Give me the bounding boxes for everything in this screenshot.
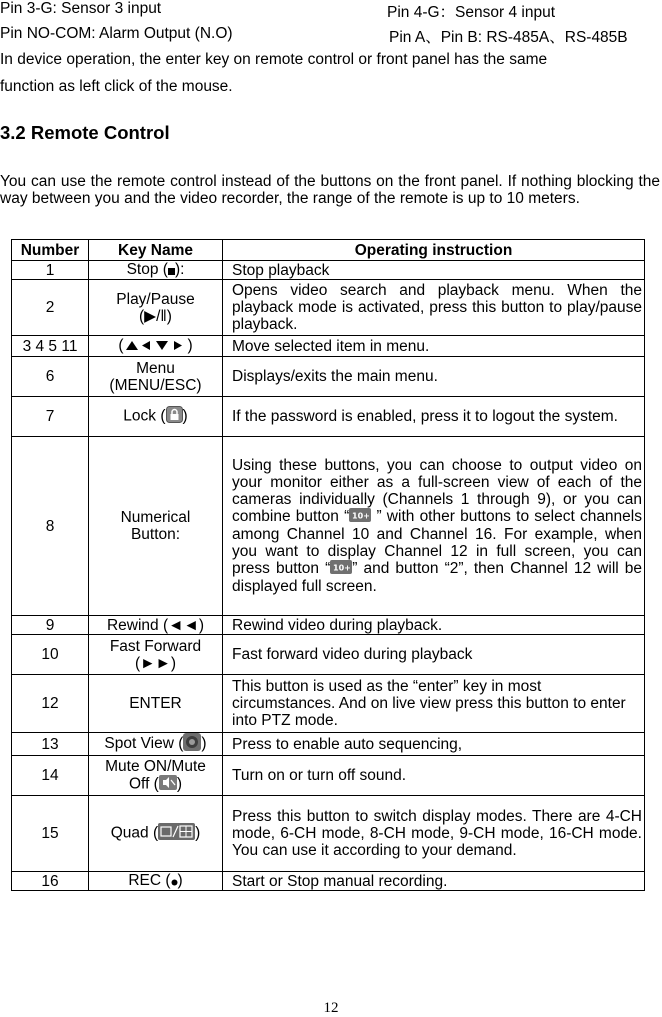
stop-icon: [168, 262, 175, 279]
row-instruction: Opens video search and playback menu. When the playback mode is activated, press this button to play/pause playback.: [223, 280, 645, 336]
row-key-name: [89, 280, 223, 336]
fast-forward-icon: (►►): [134, 654, 176, 672]
table-row: [12, 397, 645, 437]
row-number: 1: [12, 261, 89, 280]
spot-view-icon: [183, 733, 201, 755]
row-number: 16: [12, 872, 89, 891]
table-header-row: [12, 240, 645, 261]
table-row: [12, 336, 645, 357]
row-instruction: Turn on or turn off sound.: [223, 756, 645, 796]
ten-plus-icon: [330, 560, 352, 578]
row-key-name: [89, 336, 223, 357]
key-text: Mute ON/Mute: [105, 757, 206, 775]
row-key-name: [89, 616, 223, 635]
header-operating-instruction: Operating instruction: [223, 240, 645, 261]
key-text: ): [177, 872, 183, 890]
key-text: (MENU/ESC): [109, 376, 202, 394]
table-row: [12, 796, 645, 872]
table-row: [12, 357, 645, 397]
quad-icon: [158, 823, 195, 844]
table-row: [12, 437, 645, 616]
key-text: Play/Pause: [116, 290, 195, 308]
row-key-name: [89, 397, 223, 437]
key-text: ):: [174, 261, 185, 279]
key-text: ): [182, 407, 188, 425]
row-number: 6: [12, 357, 89, 397]
row-number: 12: [12, 675, 89, 733]
table-row: [12, 872, 645, 891]
table-row: [12, 675, 645, 733]
rec-icon: [171, 873, 178, 890]
table-row: [12, 733, 645, 756]
ten-plus-icon: [349, 508, 371, 526]
key-text: Quad (: [110, 824, 159, 842]
row-instruction: Rewind video during playback.: [223, 616, 645, 635]
row-key-name: [89, 756, 223, 796]
row-number: 7: [12, 397, 89, 437]
row-key-name: [89, 437, 223, 616]
arrows-icon: [124, 338, 188, 355]
row-number: 8: [12, 437, 89, 616]
ten-plus-label: 10+: [333, 563, 352, 573]
row-number: 3 4 5 11: [12, 336, 89, 357]
row-instruction: Stop playback: [223, 261, 645, 280]
row-number: 13: [12, 733, 89, 756]
header-number: Number: [12, 240, 89, 261]
row-instruction: If the password is enabled, press it to logout the system.: [223, 397, 645, 437]
key-text: Lock (: [123, 407, 166, 425]
row-key-name: ENTER: [89, 675, 223, 733]
key-text: ): [187, 337, 193, 355]
header-key-name: Key Name: [89, 240, 223, 261]
key-text: Button:: [130, 526, 181, 543]
row-number: 2: [12, 280, 89, 336]
row-instruction: Start or Stop manual recording.: [223, 872, 645, 891]
row-instruction: Move selected item in menu.: [223, 336, 645, 357]
row-key-name: [89, 261, 223, 280]
enter-note-line-1: In device operation, the enter key on remote control or front panel has the same: [0, 51, 548, 68]
mute-icon: [159, 775, 177, 794]
key-text: Off (: [128, 775, 159, 793]
key-text: ): [195, 824, 201, 842]
key-text: ): [176, 775, 183, 793]
pin-ab-text: Pin A、Pin B: RS-485A、RS-485B: [389, 29, 628, 46]
row-instruction: Press this button to switch display modes. There are 4-CH mode, 6-CH mode, 8-CH mode, 9-CH mode, 16-CH mode. You can use it according to your demand.: [223, 796, 645, 872]
pin-row-2: [0, 25, 662, 45]
key-text: Fast Forward: [109, 637, 202, 655]
row-instruction: This button is used as the “enter” key in most circumstances. And on live view press this button to enter into PTZ mode.: [223, 675, 645, 733]
key-text: Stop (: [126, 261, 168, 279]
remote-control-table: [11, 239, 645, 891]
row-instruction: Displays/exits the main menu.: [223, 357, 645, 397]
play-pause-icon: (▶/‖): [139, 307, 172, 325]
pin-4g-text: Pin 4-G：Sensor 4 input: [387, 4, 556, 21]
key-text: (: [118, 337, 124, 355]
pin-3g-text: Pin 3-G: Sensor 3 input: [0, 0, 162, 17]
table-row: [12, 756, 645, 796]
row-number: 10: [12, 635, 89, 675]
table-row: [12, 635, 645, 675]
enter-note-line-2: function as left click of the mouse.: [0, 78, 233, 95]
key-text: ): [201, 735, 207, 753]
instruction-text: ” with other buttons to select channels among Channel 10 and Channel 16. For example, when you want to display Channel 12 in full screen, you can press button “: [232, 508, 642, 578]
key-text: Numerical: [120, 509, 191, 526]
pin-no-com-text: Pin NO-COM: Alarm Output (N.O): [0, 25, 233, 42]
table-row: [12, 280, 645, 336]
row-key-name: [89, 357, 223, 397]
row-instruction: Fast forward video during playback: [223, 635, 645, 675]
section-title: 3.2 Remote Control: [0, 122, 170, 143]
pin-row-1: [0, 0, 662, 20]
key-text: Rewind (: [106, 616, 169, 634]
row-key-name: [89, 635, 223, 675]
rewind-icon: ◄◄): [168, 616, 204, 634]
page-number: 12: [323, 1000, 339, 1016]
row-number: 15: [12, 796, 89, 872]
ten-plus-label: 10+: [352, 511, 371, 521]
table-row: [12, 616, 645, 635]
row-instruction: [223, 437, 645, 616]
key-text: Spot View (: [104, 735, 184, 753]
row-key-name: [89, 796, 223, 872]
row-number: 14: [12, 756, 89, 796]
key-text: Menu: [136, 359, 175, 377]
key-text: REC (: [128, 872, 171, 890]
row-key-name: [89, 872, 223, 891]
row-number: 9: [12, 616, 89, 635]
row-instruction: Press to enable auto sequencing,: [223, 733, 645, 756]
lock-icon: [166, 406, 183, 427]
table-row: [12, 261, 645, 280]
row-key-name: [89, 733, 223, 756]
intro-paragraph: You can use the remote control instead of the buttons on the front panel. If nothing blocking the way between you and the video recorder, the range of the remote is up to 10 meters.: [0, 173, 660, 207]
instruction-text: ” and button “2”, then Channel 12 will be displayed full screen.: [232, 560, 642, 595]
instruction-text: Using these buttons, you can choose to output video on your monitor either as a full-screen view of each of the cameras individually (Channels 1 through 9), or you can combine button “: [232, 457, 642, 526]
